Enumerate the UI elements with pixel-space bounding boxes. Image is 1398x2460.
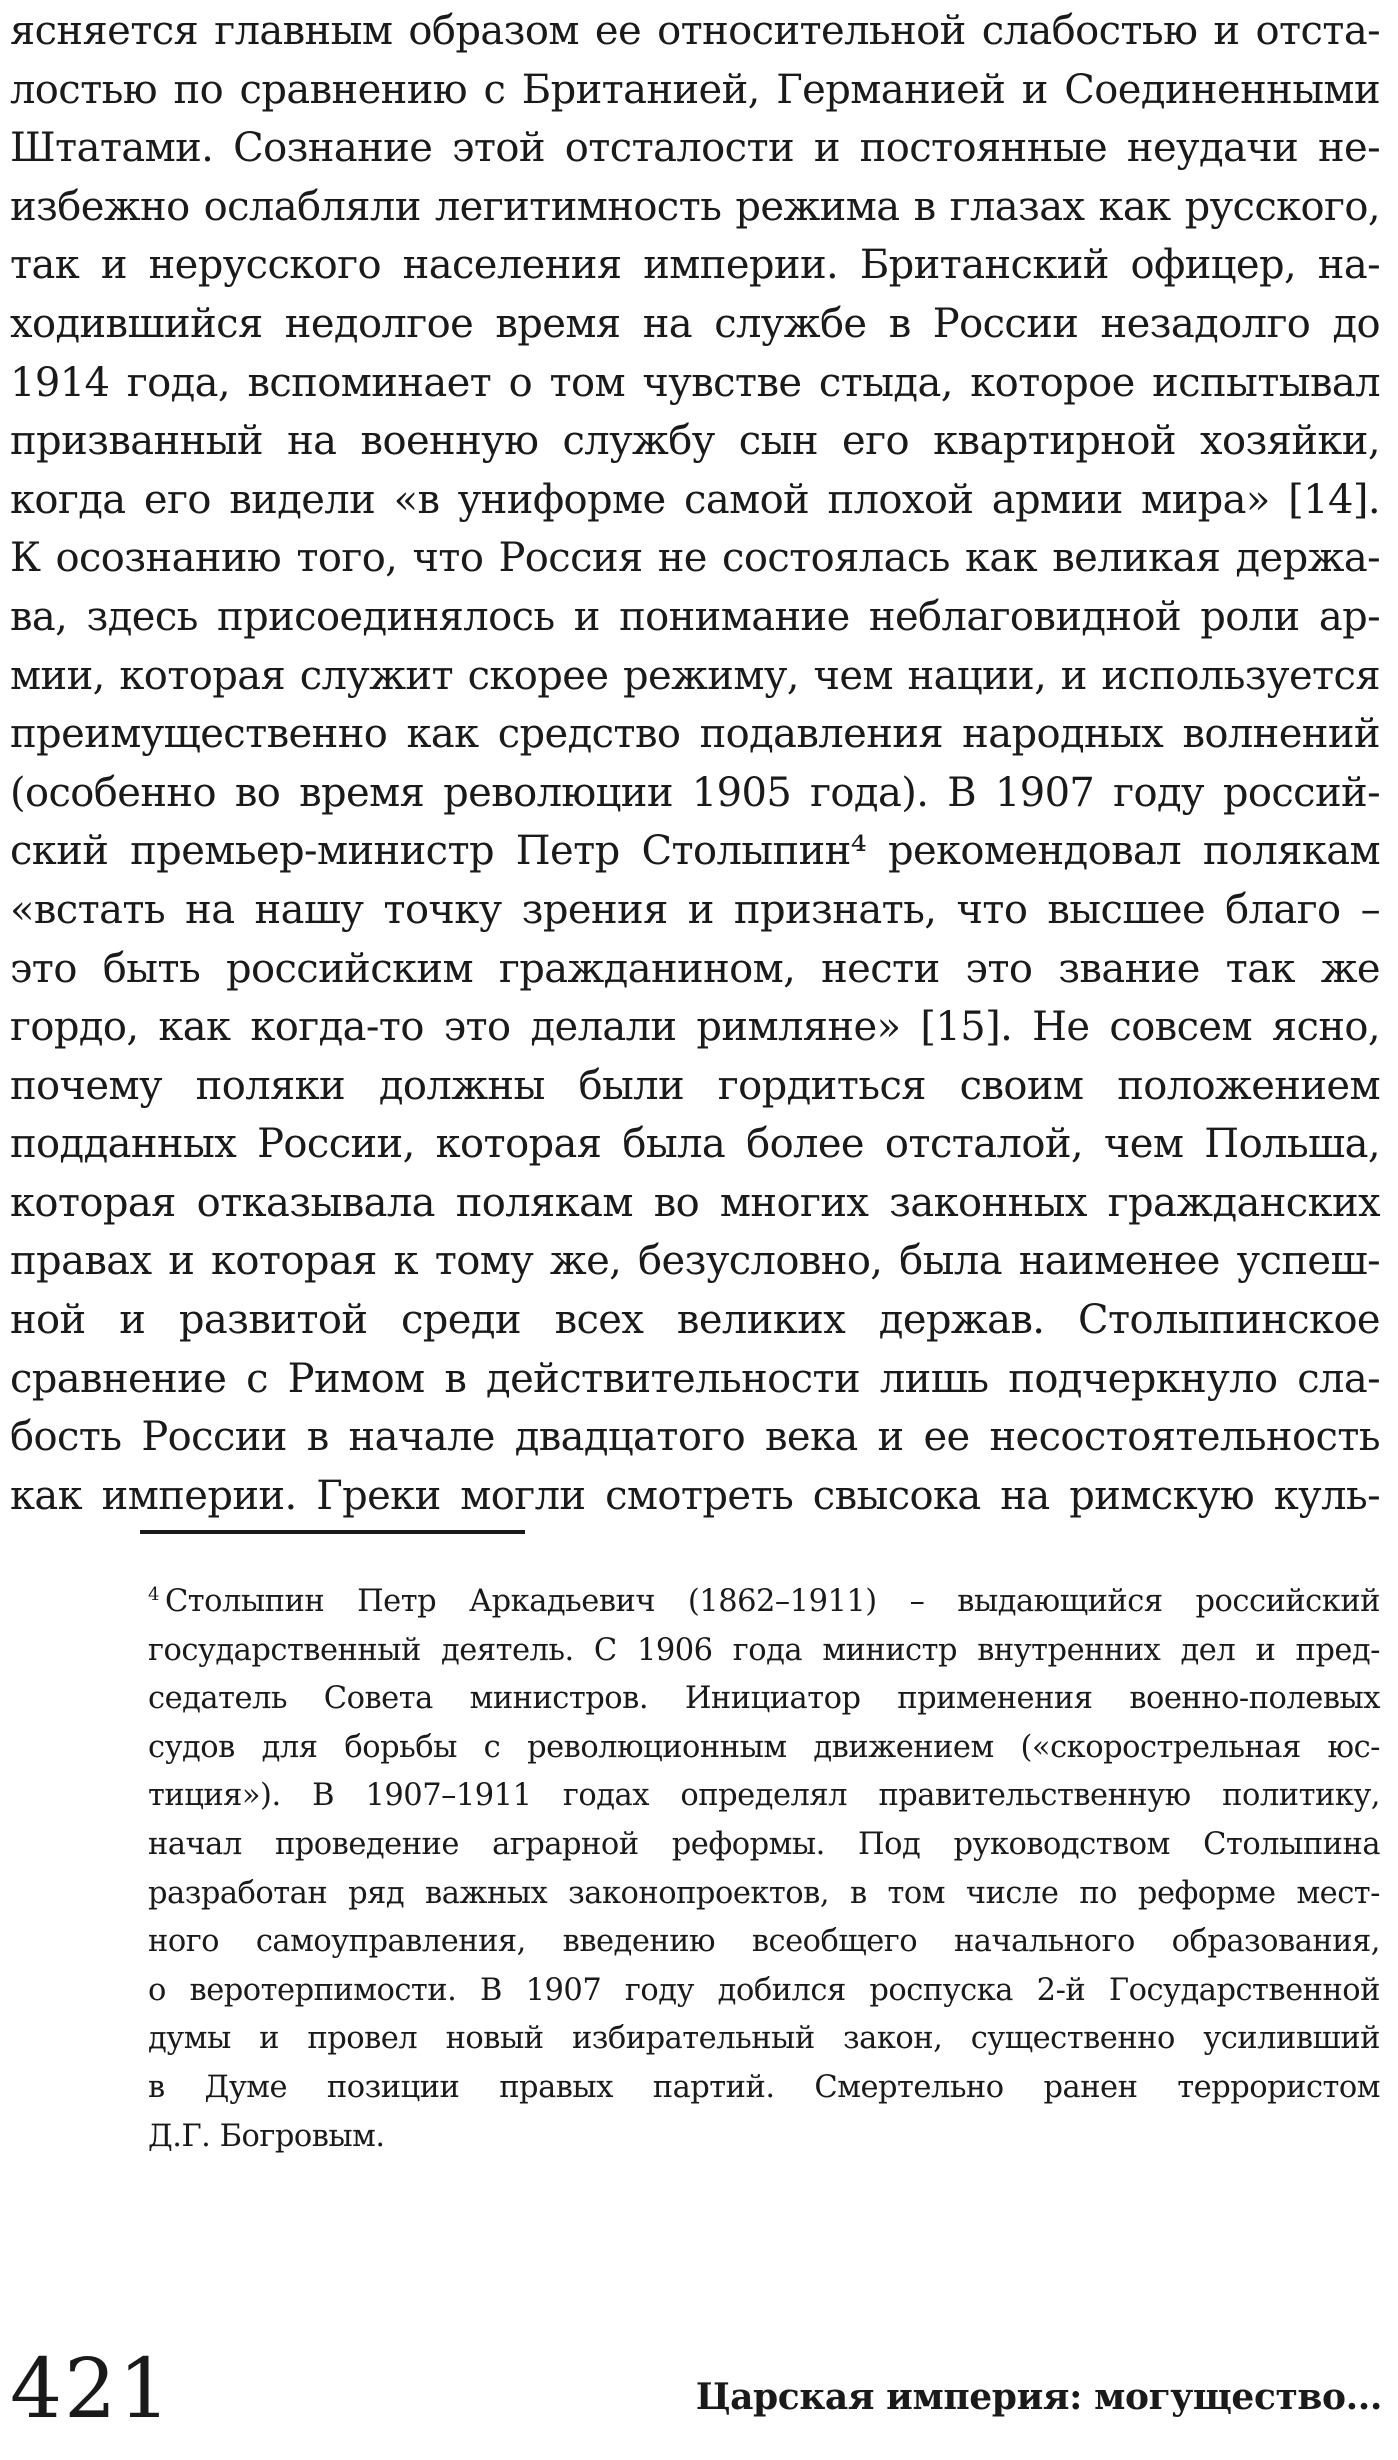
body-line: 1914 года, вспоминает о том чувстве стыда, которое испытывал (10, 359, 1380, 406)
body-line: призванный на военную службу сын его квартирной хозяйки, (10, 418, 1380, 465)
footnote (148, 1578, 1380, 2161)
body-line: ский премьер-министр Петр Столыпин⁴ рекомендовал полякам (10, 828, 1380, 875)
footnote-line: о веротерпимости. В 1907 году добился роспуска 2-й Государственной (148, 1972, 1380, 2008)
running-title: Царская империя: могущество... (695, 2376, 1382, 2418)
body-line: ходившийся недолгое время на службе в России незадолго до (10, 300, 1380, 347)
page-number: 421 (10, 2342, 173, 2437)
body-line: преимущественно как средство подавления народных волнений (10, 711, 1380, 758)
body-line: так и нерусского населения империи. Британский офицер, на- (10, 242, 1380, 289)
body-line: (особенно во время революции 1905 года). В 1907 году россий- (10, 769, 1380, 816)
footnote-line: седатель Совета министров. Инициатор применения военно-полевых (148, 1681, 1380, 1717)
body-line: ва, здесь присоединялось и понимание неблаговидной роли ар- (10, 593, 1380, 640)
footnote-line: государственный деятель. С 1906 года министр внутренних дел и пред- (148, 1632, 1380, 1668)
body-line: сравнение с Римом в действительности лишь подчеркнуло сла- (10, 1355, 1380, 1402)
footnote-separator (140, 1530, 525, 1534)
footnote-line: тиция»). В 1907–1911 годах определял правительственную политику, (148, 1778, 1380, 1814)
footnote-line: начал проведение аграрной реформы. Под руководством Столыпина (148, 1826, 1380, 1862)
body-line: как империи. Греки могли смотреть свысока на римскую куль- (10, 1472, 1380, 1519)
body-line: «встать на нашу точку зрения и признать, что высшее благо – (10, 886, 1380, 933)
footnote-line: в Думе позиции правых партий. Смертельно ранен террористом (148, 2069, 1380, 2105)
body-line: гордо, как когда-то это делали римляне» [15]. Не совсем ясно, (10, 1004, 1380, 1051)
footnote-line-text: Столыпин Петр Аркадьевич (1862–1911) – выдающийся российский (164, 1584, 1380, 1619)
body-line: избежно ослабляли легитимность режима в глазах как русского, (10, 183, 1380, 230)
body-line: К осознанию того, что Россия не состоялась как великая держа- (10, 535, 1380, 582)
body-line: это быть российским гражданином, нести это звание так же (10, 945, 1380, 992)
footnote-line: Д.Г. Богровым. (148, 2118, 385, 2154)
body-line: подданных России, которая была более отсталой, чем Польша, (10, 1121, 1380, 1168)
body-line: лостью по сравнению с Британией, Германией и Соединенными (10, 66, 1380, 113)
body-line: которая отказывала полякам во многих законных гражданских (10, 1179, 1380, 1226)
footnote-line: судов для борьбы с революционным движением («скорострельная юс- (148, 1729, 1380, 1765)
body-line: ной и развитой среди всех великих держав. Столыпинское (10, 1297, 1380, 1344)
footnote-line (148, 1578, 1380, 1627)
body-line: мии, которая служит скорее режиму, чем нации, и используется (10, 652, 1380, 699)
footnote-marker: 4 (148, 1583, 159, 1605)
body-line: Штатами. Сознание этой отсталости и постоянные неудачи не- (10, 125, 1380, 172)
footnote-line: думы и провел новый избирательный закон, существенно усиливший (148, 2021, 1380, 2057)
footnote-line: ного самоуправления, введению всеобщего начального образования, (148, 1924, 1380, 1960)
body-text (10, 2, 1380, 1525)
body-line: ясняется главным образом ее относительной слабостью и отста- (10, 8, 1380, 54)
body-line: правах и которая к тому же, безусловно, была наименее успеш- (10, 1238, 1380, 1285)
footnote-line: разработан ряд важных законопроектов, в том числе по реформе мест- (148, 1875, 1380, 1911)
body-line: когда его видели «в униформе самой плохой армии мира» [14]. (10, 476, 1380, 523)
body-line: почему поляки должны были гордиться своим положением (10, 1062, 1380, 1109)
body-line: бость России в начале двадцатого века и ее несостоятельность (10, 1414, 1380, 1461)
